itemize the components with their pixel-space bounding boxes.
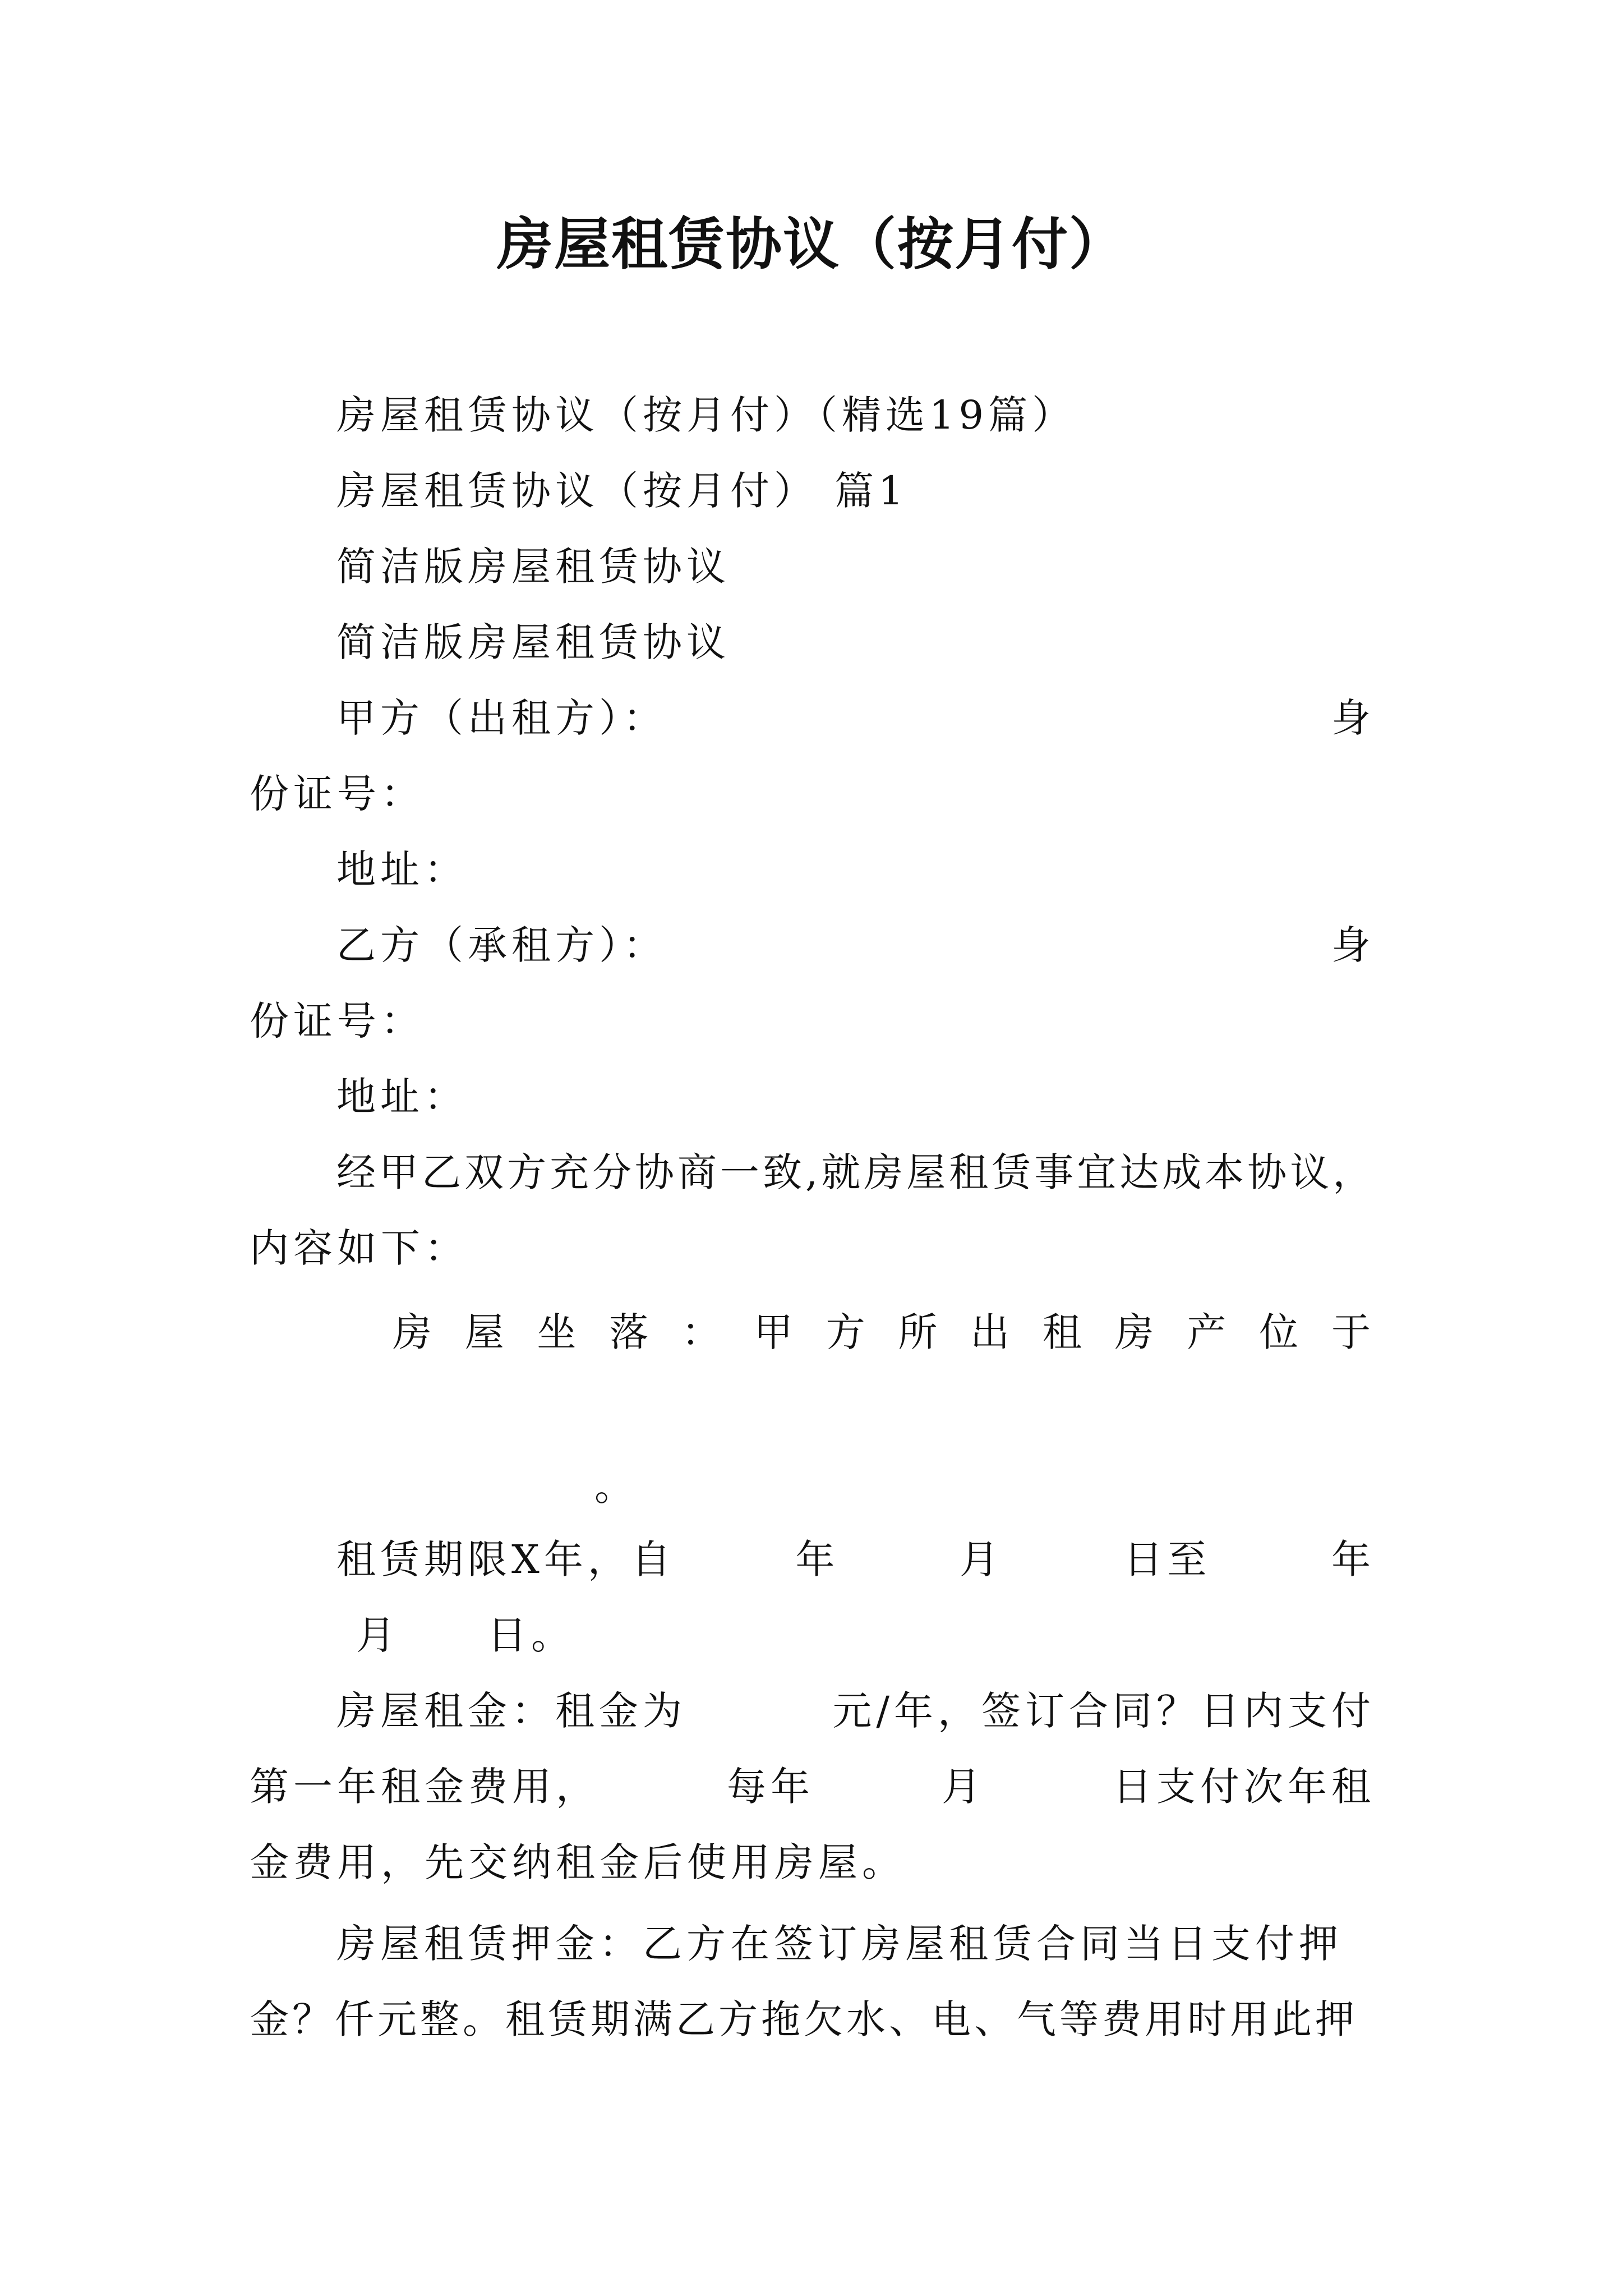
- text-char: 屋: [464, 1309, 509, 1355]
- text-segment: 元/年，签订合同？日内支付: [832, 1688, 1375, 1734]
- text-char: 租: [1042, 1309, 1086, 1355]
- text-line: 内容如下：: [250, 1225, 468, 1271]
- text-segment: 租赁期限X年，自: [336, 1536, 675, 1582]
- text-line: 简洁版房屋租赁协议: [336, 619, 730, 665]
- address-label: 地址：: [336, 846, 468, 892]
- text-line: 房屋租赁押金：乙方在签订房屋租赁合同当日支付押: [336, 1921, 1343, 1967]
- text-segment: 日至: [1123, 1536, 1211, 1582]
- text-line: 房屋租赁协议（按月付） 篇1: [336, 468, 908, 514]
- text-char: ：: [681, 1309, 726, 1355]
- address-label: 地址：: [336, 1074, 468, 1120]
- text-char: 甲: [753, 1309, 797, 1355]
- period-mark: 。: [594, 1464, 638, 1510]
- text-segment: 每年: [727, 1764, 814, 1810]
- text-segment: 年: [1331, 1536, 1375, 1582]
- text-line: 月 日。: [356, 1612, 575, 1658]
- lease-term-line: [336, 1531, 1375, 1588]
- text-segment: 年: [795, 1536, 840, 1582]
- text-char: 位: [1259, 1309, 1303, 1355]
- party-a-label: 甲方（出租方）：: [336, 695, 667, 741]
- rent-line: [336, 1683, 1375, 1739]
- rent-line: [250, 1759, 1375, 1815]
- text-segment: 第一年租金费用，: [250, 1764, 600, 1810]
- text-char: 房: [1114, 1309, 1159, 1355]
- text-fragment: 身: [1331, 695, 1375, 741]
- text-line: 房屋租赁协议（按月付）（精选19篇）: [336, 392, 1076, 438]
- text-char: 方: [826, 1309, 870, 1355]
- text-char: 房: [393, 1309, 436, 1355]
- text-char: 出: [970, 1309, 1015, 1355]
- text-segment: 房屋租金：租金为: [336, 1688, 686, 1734]
- id-number-label: 份证号：: [250, 771, 425, 817]
- text-segment: 日支付次年租: [1113, 1764, 1375, 1810]
- id-number-label: 份证号：: [250, 998, 425, 1044]
- text-line: 金费用，先交纳租金后使用房屋。: [250, 1839, 906, 1885]
- text-line: 简洁版房屋租赁协议: [336, 544, 730, 590]
- text-segment: 月: [959, 1536, 1003, 1582]
- party-b-label: 乙方（承租方）：: [336, 922, 667, 968]
- text-fragment: 身: [1331, 922, 1375, 968]
- text-char: 所: [898, 1309, 942, 1355]
- text-line: 金？仟元整。租赁期满乙方拖欠水、电、气等费用时用此押: [250, 1996, 1358, 2042]
- property-location-line: [393, 1304, 1375, 1360]
- text-char: 于: [1331, 1309, 1375, 1355]
- document-title: 房屋租赁协议（按月付）: [497, 211, 1126, 277]
- text-segment: 月: [942, 1764, 985, 1810]
- text-char: 落: [609, 1309, 653, 1355]
- text-char: 坐: [537, 1309, 581, 1355]
- text-char: 产: [1187, 1309, 1231, 1355]
- text-line: 经甲乙双方充分协商一致,就房屋租赁事宜达成本协议，: [336, 1149, 1376, 1195]
